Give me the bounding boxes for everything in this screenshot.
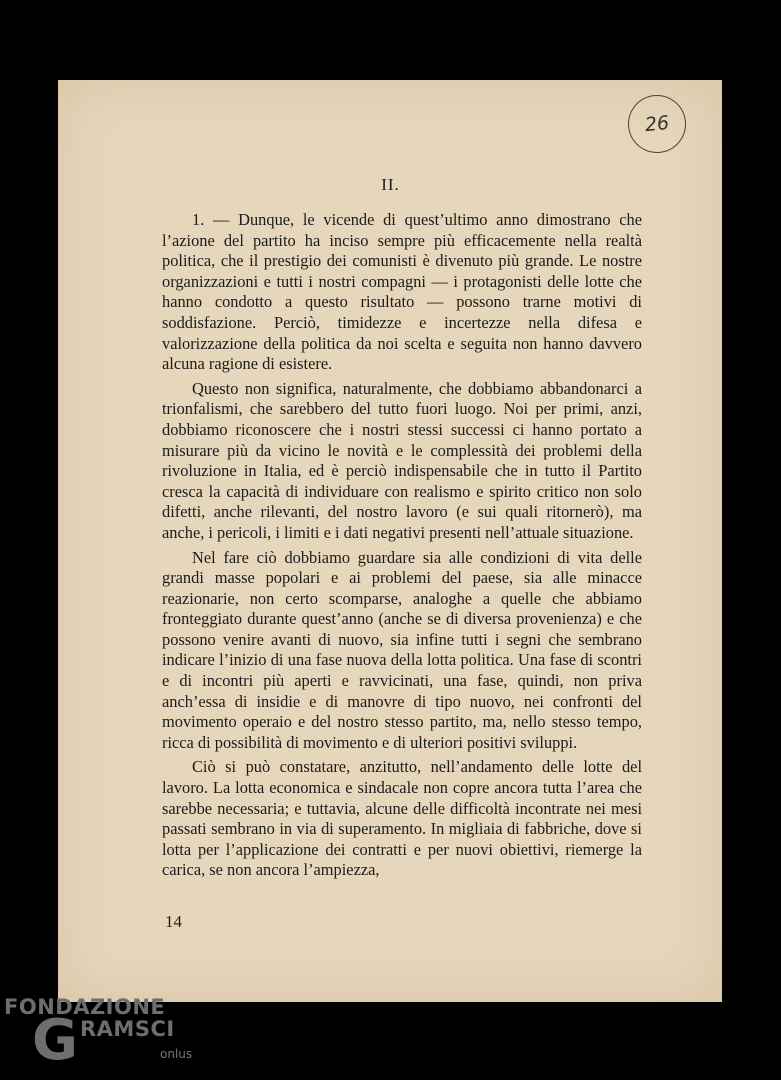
paragraph-2: Questo non significa, naturalmente, che dobbiamo abbandonarci a trionfalismi, che sarebbero del tutto fuori luogo. Noi per primi, anzi, dobbiamo riconoscere che i nostri stessi successi ci hanno portato a misurare più da vicino le novità e le complessità dei problemi della rivoluzione in Italia, ed è perciò indispensabile che in tutto il Partito cresca la capacità di individuare con realismo e spirito critico non solo difetti, anche rilevanti, del nostro lavoro (e sui quali ritornerò), ma anche, i pericoli, i limiti e i dati negativi presenti nell’attuale situazione. <box>162 378 642 542</box>
paragraph-1: 1. — Dunque, le vicende di quest’ultimo anno dimostrano che l’azione del partito ha inciso sempre più efficacemente nella realtà politica, che il prestigio dei comunisti è divenuto più grande. Le nostre organizzazioni e tutti i nostri compagni — i protagonisti delle lotte che hanno condotto a questo risultato — possono trarne motivi di soddisfazione. Perciò, timidezze e incertezze nella difesa e valorizzazione della politica da noi scelta e seguita non hanno davvero alcuna ragione di esistere. <box>162 210 642 374</box>
watermark-initial: G <box>32 1008 78 1073</box>
paragraph-3: Nel fare ciò dobbiamo guardare sia alle condizioni di vita delle grandi masse popolari e ai problemi del paese, sia alle minacce reazionarie, non certo scomparse, analoghe a quelle che abbiamo fronteggiato durante quest’anno (anche se di diversa provenienza) e che possono venire avanti di nuovo, sia infine tutti i segni che sembrano indicare l’inizio di una fase nuova della lotta politica. Una fase di scontri e di incontri più aperti e ravvicinati, una fase, quindi, non priva anch’essa di insidie e di manovre di tipo nuovo, nei confronti del movimento operaio e del nostro stesso partito, ma, nello stesso tempo, ricca di possibilità di movimento e di ulteriori positivi sviluppi. <box>162 547 642 752</box>
section-heading: II. <box>381 175 400 194</box>
watermark-line2: RAMSCI <box>80 1017 175 1041</box>
paragraph-4: Ciò si può constatare, anzitutto, nell’andamento delle lotte del lavoro. La lotta economica e sindacale non copre ancora tutta l’area che sarebbe necessaria; e tuttavia, alcune delle difficoltà incontrate nei mesi passati sembrano in via di superamento. In migliaia di fabbriche, dove si lotta per l’applicazione dei contratti e per nuovi obiettivi, riemerge la carica, se non ancora l’ampiezza, <box>162 757 642 880</box>
watermark-line1: FONDAZIONE <box>4 995 166 1019</box>
archive-number: 26 <box>643 111 671 137</box>
body-text <box>162 210 642 885</box>
watermark-line3: onlus <box>160 1047 193 1061</box>
page-number: 14 <box>165 912 182 931</box>
